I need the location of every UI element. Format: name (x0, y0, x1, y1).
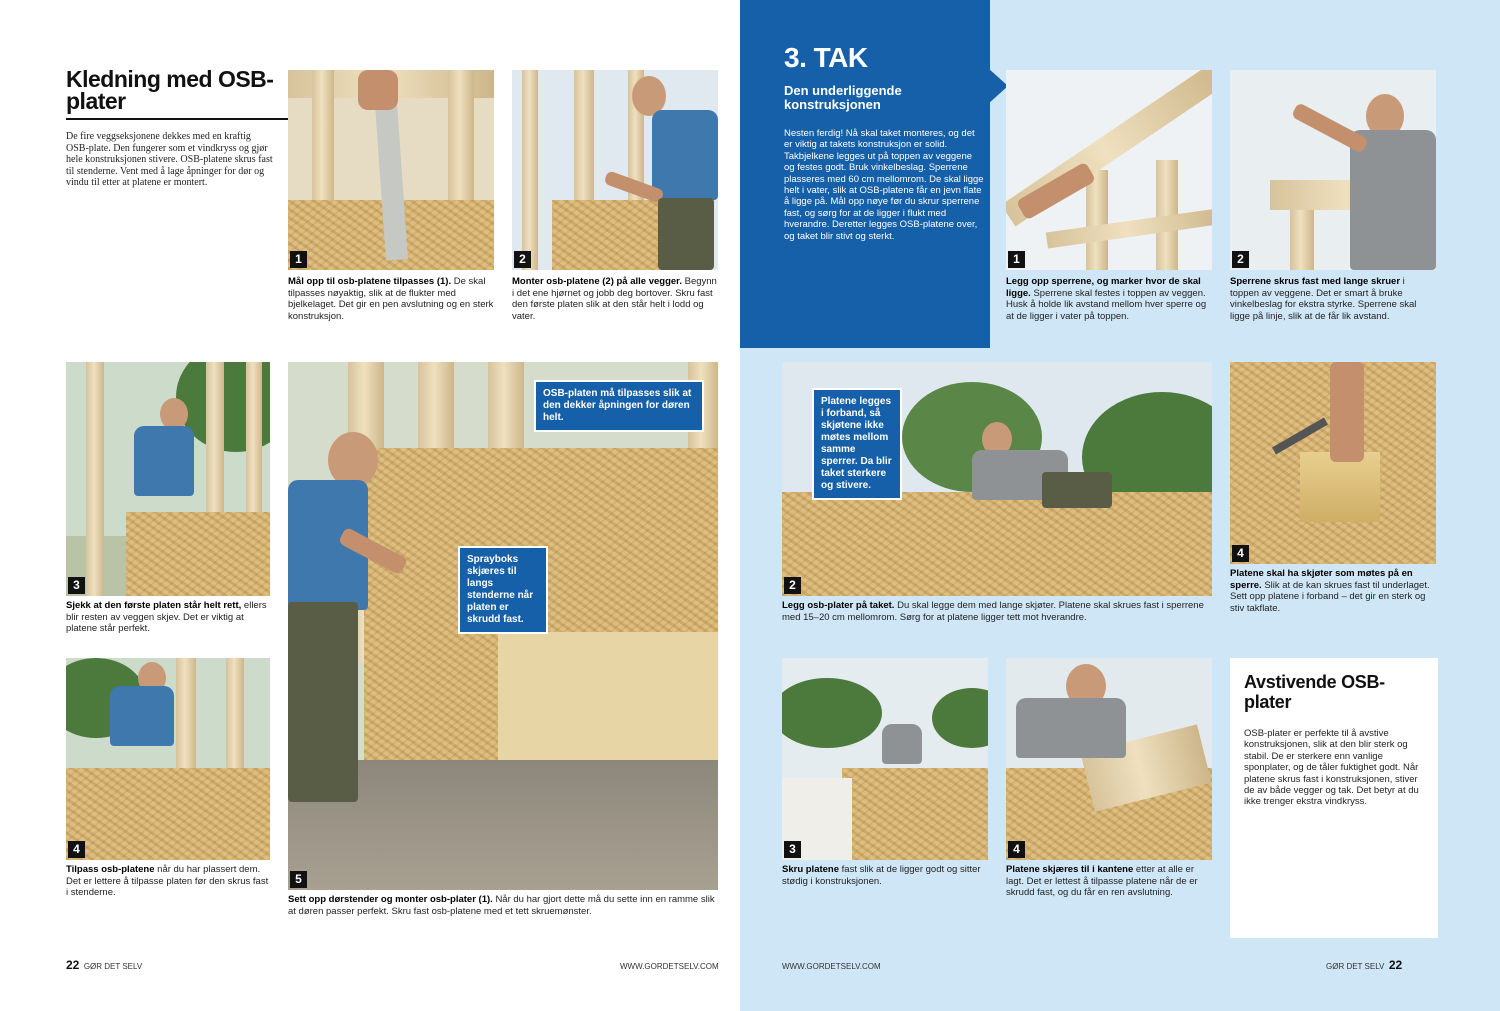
caption-step-3: Sjekk at den første platen står helt rett, ellers blir resten av veggen skjev. Det er viktig at platene står perfekt. (66, 600, 267, 634)
step-number: 2 (784, 577, 801, 594)
folio-web-left: WWW.GORDETSELV.COM (620, 962, 719, 971)
photo-roof-step-5 (782, 658, 988, 860)
caption-roof-step-5: Skru platene fast slik at de ligger godt og sitter stødig i konstruksjonen. (782, 864, 981, 887)
section-title: 3. TAK (784, 42, 868, 73)
photo-roof-step-6 (1006, 658, 1212, 860)
photo-roof-step-1 (1006, 70, 1212, 270)
folio-right: GØR DET SELV 22 (1326, 958, 1403, 972)
folio-left: 22 GØR DET SELV (66, 958, 143, 972)
intro-text: De fire veggseksjonene dekkes med en kraftig OSB-plate. Den fungerer som et vindkryss og gjør hele konstruksjonen stivere. OSB-platene skrus fast til stenderne. Vent med å lage åpninger for dør og vindu til etter at platene er montert. (66, 131, 273, 189)
caption-step-2: Monter osb-platene (2) på alle vegger. Begynn i det ene hjørnet og jobb deg bortover. Skru fast den første platen slik at den står helt i lodd og vater. (512, 276, 717, 322)
page-title-left: Kledning med OSB-plater (66, 66, 274, 114)
sidebar-body: OSB-plater er perfekte til å avstive konstruksjonen, slik at den blir sterk og stabil. De er sterkere enn vanlige sponplater, og de tåler fuktighet godt. Når platene skrus fast i konstruksjonen, stiver de av både vegger og tak. Det betyr at du ikke trenger ekstra vindkryss. (1244, 728, 1419, 808)
step-number: 4 (1232, 545, 1249, 562)
caption-roof-step-1: Legg opp sperrene, og marker hvor de skal ligge. Sperrene skal festes i toppen av veggen. Husk å holde lik avstand mellom hver sperre og at de ligger i vater på toppen. (1006, 276, 1207, 322)
callout-door-plate: OSB-platen må tilpasses slik at den dekker åpningen for døren helt. (534, 380, 704, 432)
section-subtitle: Den underliggende konstruksjonen (784, 83, 902, 112)
photo-roof-step-4 (1230, 362, 1436, 564)
folio-web-right: WWW.GORDETSELV.COM (782, 962, 881, 971)
step-number: 3 (68, 577, 85, 594)
caption-step-4: Tilpass osb-platene når du har plassert dem. Det er lettere å tilpasse platen før den skrus fast i stenderne. (66, 864, 269, 898)
photo-step-1 (288, 70, 494, 270)
callout-roof: Platene legges i forband, så skjøtene ikke møtes mellom samme sperrer. Da blir taket sterkere og stivere. (812, 388, 902, 500)
section-arrow (988, 68, 1008, 104)
step-number: 1 (290, 251, 307, 268)
sidebar-box (1230, 658, 1438, 938)
step-number: 4 (1008, 841, 1025, 858)
caption-roof-step-4: Platene skal ha skjøter som møtes på en sperre. Slik at de kan skrues fast til underlaget. Sett opp platene i forband – det gir en sterk og stiv takflate. (1230, 568, 1430, 614)
section-header-box (740, 0, 990, 348)
photo-step-4 (66, 658, 270, 860)
step-number: 5 (290, 871, 307, 888)
sidebar-title: Avstivende OSB-plater (1244, 672, 1385, 712)
caption-roof-step-2: Sperrene skrus fast med lange skruer i toppen av veggene. Det er smart å bruke vinkelbeslag for ekstra styrke. Sperrene skal ligge på linje, slik at de får lik avstand. (1230, 276, 1417, 322)
caption-roof-step-3: Legg osb-plater på taket. Du skal legge dem med lange skjøter. Platene skal skrues fast i sperrene med 15–20 cm mellomrom. Sørg for at platene ligger tett mot hverandre. (782, 600, 1204, 623)
callout-spray: Sprayboks skjæres til langs stenderne når platen er skrudd fast. (458, 546, 548, 634)
photo-step-3 (66, 362, 270, 596)
section-body: Nesten ferdig! Nå skal taket monteres, og det er viktig at takets konstruksjon er solid. Takbjelkene legges ut på toppen av veggene og festes godt. Bruk vinkelbeslag. Sperrene plasseres med 60 cm mellomrom. De skal ligge helt i vater, slik at OSB-platene får en jevn flate å ligge på. Mål opp nøye før du skrur sperrene fast, og sørg for at de ligger i flukt med hverandre. Deretter legges OSB-platene over, og taket blir stivt og sterkt. (784, 128, 984, 242)
caption-step-1: Mål opp til osb-platene tilpasses (1). De skal tilpasses nøyaktig, slik at de flukter med bjelkelaget. Det gir en pen avslutning og en sterk konstruksjon. (288, 276, 494, 322)
step-number: 2 (514, 251, 531, 268)
caption-roof-step-6: Platene skjæres til i kantene etter at alle er lagt. Det er lettest å tilpasse platene når de er skrudd fast, og du får en ren avslutning. (1006, 864, 1198, 898)
step-number: 2 (1232, 251, 1249, 268)
photo-step-2 (512, 70, 718, 270)
step-number: 4 (68, 841, 85, 858)
title-divider (66, 118, 288, 120)
caption-step-5: Sett opp dørstender og monter osb-plater (1). Når du har gjort dette må du sette inn en ramme slik at døren passer perfekt. Skru fast osb-platene med et tett skruemønster. (288, 894, 715, 917)
step-number: 1 (1008, 251, 1025, 268)
step-number: 3 (784, 841, 801, 858)
photo-roof-step-2 (1230, 70, 1436, 270)
